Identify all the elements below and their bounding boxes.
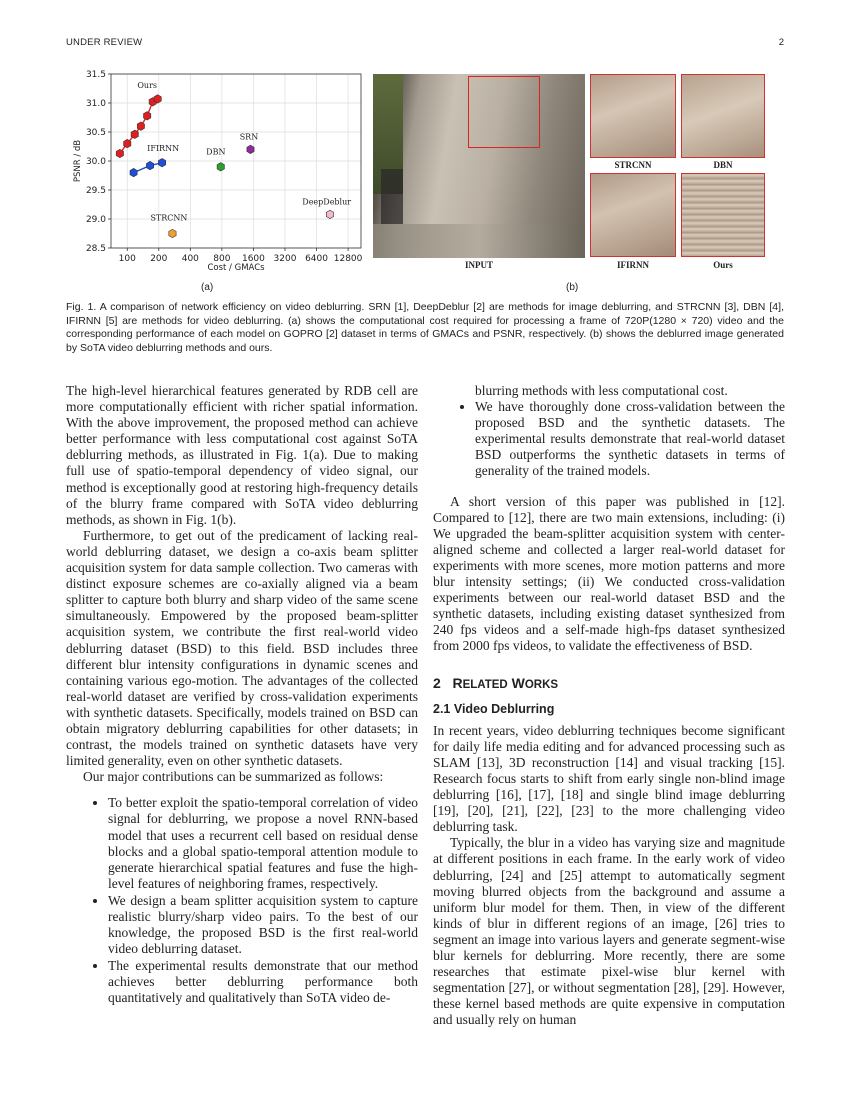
y-tick-label: 31.0	[85, 99, 106, 109]
subfigure-label-a: (a)	[201, 282, 214, 293]
ours-point	[116, 149, 123, 157]
ours-point	[124, 139, 131, 147]
y-tick-label: 28.5	[85, 244, 106, 254]
series-label: STRCNN	[150, 213, 188, 223]
dbn-point	[217, 163, 224, 171]
right-column	[433, 383, 785, 1028]
ifirnn-label: IFIRNN	[616, 260, 649, 270]
paragraph: Furthermore, to get out of the predicament of lacking real-world deblurring dataset, we design a co-axis beam splitter acquisition system for data sample collection. Two cameras with distinct exposure schemes are co-axially aligned via a beam splitter to capture both blurry and sharp video of the same scene simultaneously. Empowered by the proposed beam-splitter acquisition system, we contribute the first real-world video deblurring dataset (BSD) to this field. BSD includes three different blur intensity configurations in dynamic scenes and containing various ego-motion. The advantages of the collected real-world dataset are verified by cross-validation experiments with synthetic datasets. Specifically, models trained on BSD can obtain migratory deblurring capabilities for other datasets; in contrast, the models trained on synthetic datasets have very limited generality, even on other synthetic datasets.	[66, 527, 418, 769]
left-column	[66, 383, 418, 1008]
input-label: INPUT	[464, 260, 493, 270]
list-item: • We design a beam splitter acquisition system to capture realistic blurry/sharp video pairs. To the best of our knowledge, the proposed BSD is the first real-world video deblurring dataset.	[108, 893, 418, 957]
list-item: • We have thoroughly done cross-validation between the proposed BSD and the synthetic datasets. The experimental results demonstrate that real-world dataset BSD outperforms the synthetic datasets in terms of generality of the trained models.	[475, 399, 785, 479]
paragraph: Typically, the blur in a video has varying size and magnitude at different positions in each frame. In the early work of video deblurring, [24] and [25] attempt to automatically segment moving blurred objects from the background and assume a uniform blur model for them. Then, in view of the different kinds of blur in different regions of an image, [26] tries to segment an image into various layers and generate segment-wise blur kernels for deblurring. More recently, there are some researches that estimate pixel-wise blur kernel with segmentation [27], or without segmentation [28], [29]. However, these kernel based methods are quite expensive in computation and usually rely on human	[433, 835, 785, 1028]
y-tick-label: 29.0	[85, 215, 106, 225]
figure-caption: Fig. 1. A comparison of network efficiency on video deblurring. SRN [1], DeepDeblur [2] are methods for image deblurring, and STRCNN [3], DBN [4], IFIRNN [5] are methods for video deblurring. (a) shows the computational cost required for processing a frame of 720P(1280 × 720) video and the corresponding performance of each model on GOPRO [2] dataset in terms of GMACs and PSNR, respectively. (b) shows the deblurred image generated by SoTA video deblurring methods and ours.	[66, 301, 784, 354]
srn-point	[247, 145, 254, 153]
contribution-list-cont	[433, 399, 785, 479]
series-label: DeepDeblur	[302, 197, 352, 207]
ifirnn-point	[130, 168, 137, 176]
x-tick-label: 100	[118, 254, 136, 264]
list-item: • To better exploit the spatio-temporal correlation of video signal for deblurring, we propose a novel RNN-based model that uses a recurrent cell based on residual dense blocks and a global spatio-temporal attention module to generate hierarchical spatial features and fuse the high-level features of neighboring frames, respectively.	[108, 795, 418, 892]
ours-crop-image	[681, 173, 765, 257]
page-number: 2	[778, 37, 784, 48]
ours-point	[137, 122, 144, 130]
y-tick-label: 31.5	[85, 70, 106, 80]
x-tick-label: 1600	[241, 254, 265, 264]
y-tick-label: 30.5	[85, 128, 106, 138]
dbn-crop-image	[681, 74, 765, 158]
ifirnn-crop-image	[590, 173, 676, 257]
efficiency-scatter-chart	[66, 64, 366, 274]
running-header: UNDER REVIEW	[66, 37, 143, 48]
y-tick-label: 29.5	[85, 186, 106, 196]
blurry-input-image	[373, 74, 585, 258]
paragraph: The high-level hierarchical features generated by RDB cell are more computationally efficient with richer spatial information. With the above improvement, the proposed method can achieve better performance with less computational cost against SoTA deblurring methods, as illustrated in Fig. 1(a). Due to making full use of spatio-temporal dependency of video signal, our method is exceptionally good at restoring high-frequency details of the blurry frame compared with SoTA video deblurring methods, as shown in Fig. 1(b).	[66, 383, 418, 527]
x-tick-label: 6400	[305, 254, 328, 264]
contribution-list	[66, 795, 418, 1006]
strcnn-point	[169, 229, 176, 237]
strcnn-label: STRCNN	[614, 160, 652, 170]
x-tick-label: 3200	[273, 254, 297, 264]
ours-label: Ours	[713, 260, 733, 270]
dbn-label: DBN	[713, 160, 733, 170]
paragraph: In recent years, video deblurring techniques become significant for daily life media editing and for advanced processing such as SLAM [13], 3D reconstruction [14] and visual tracking [15]. Research focus starts to shift from early single non-blind image deblurring [16], [17], [18] and single blind image deblurring [19], [20], [21], [22], [23] to the more challenging video deblurring task.	[433, 722, 785, 835]
x-tick-label: 200	[150, 254, 168, 264]
y-axis-label: PSNR / dB	[73, 139, 83, 183]
section-heading: 2 RELATED WORKS	[433, 674, 559, 691]
x-axis-label: Cost / GMACs	[207, 263, 265, 273]
list-item: • The experimental results demonstrate that our method achieves better deblurring performance both quantitatively and qualitatively than SoTA video de-	[108, 958, 418, 1006]
ifirnn-point	[146, 161, 153, 169]
strcnn-crop-image	[590, 74, 676, 158]
paragraph: A short version of this paper was published in [12]. Compared to [12], there are two main extensions, including: (i) We upgraded the beam-splitter acquisition system with center-aligned scheme and collected a larger real-world dataset for experiments with more scenes, more motion patterns and more blur intensity settings; (ii) We conducted cross-validation experiments between our real-world dataset BSD and the synthetic datasets, including existing dataset synthesized from 240 fps videos and a self-made high-fps dataset synthesized from 2000 fps videos, to validate the effectiveness of BSD.	[433, 493, 785, 654]
series-label: DBN	[206, 147, 226, 157]
ours-point	[144, 112, 151, 120]
x-tick-label: 800	[213, 254, 231, 264]
series-label: SRN	[239, 132, 259, 142]
deepdeblur-point	[326, 210, 333, 218]
series-label: Ours	[137, 80, 158, 90]
list-item-continuation: blurring methods with less computational cost.	[475, 383, 728, 398]
ours-point	[131, 130, 138, 138]
ifirnn-point	[158, 159, 165, 167]
paragraph: Our major contributions can be summarized as follows:	[83, 769, 384, 785]
series-label: IFIRNN	[147, 144, 180, 154]
ours-point	[154, 95, 161, 103]
x-tick-label: 12800	[333, 254, 363, 264]
x-tick-label: 400	[181, 254, 199, 264]
subfigure-label-b: (b)	[566, 282, 579, 293]
y-tick-label: 30.0	[85, 157, 106, 167]
subsection-heading: 2.1 Video Deblurring	[433, 701, 555, 716]
